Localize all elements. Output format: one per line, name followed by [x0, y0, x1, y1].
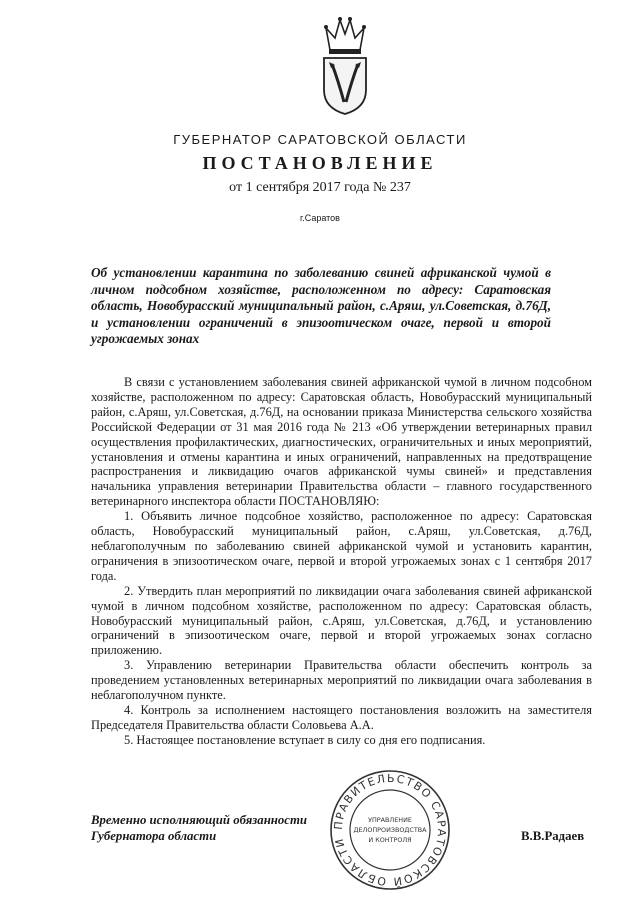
resolution-item-5: 5. Настоящее постановление вступает в силу со дня его подписания.: [124, 732, 486, 747]
document-type-title: ПОСТАНОВЛЕНИЕ: [202, 153, 438, 173]
stamp-inner-line-1: УПРАВЛЕНИЕ: [368, 816, 412, 824]
stamp-inner-line-2: ДЕЛОПРОИЗВОДСТВА: [353, 826, 427, 834]
document-subject: Об установлении карантина по заболеванию свиней африканской чумой в личном подсобном хозяйстве, расположенном по адресу: Саратовская область, Новобурасский муниципальный район, с.Аряш, ул.Советская, д.76Д, и установлении ограничений в эпизоотическом очаге, первой и второй угрожаемых зонах: [91, 265, 551, 346]
resolution-item-3: 3. Управлению ветеринарии Правительства области обеспечить контроль за проведением установленных ветеринарных мероприятий по ликвидации очага заболевания в неблагополучном пункте.: [91, 658, 592, 703]
document-body: [91, 375, 592, 748]
resolution-item-1: 1. Объявить личное подсобное хозяйство, расположенное по адресу: Саратовская область, Новобурасский муниципальный район, с.Аряш, ул.Советская, д.76Д, неблагополучным по заболеванию свиней африканской чумой и установить карантин, ограничения в эпизоотическом очаге, первой и второй угрожаемых зонах с 1 сентября 2017 года.: [91, 509, 592, 583]
issuing-authority: ГУБЕРНАТОР САРАТОВСКОЙ ОБЛАСТИ: [173, 132, 467, 147]
document-date-number: от 1 сентября 2017 года № 237: [229, 180, 411, 195]
signatory-position: [91, 812, 307, 844]
saratov-coat-of-arms-icon: [300, 10, 390, 115]
stamp-inner-line-3: И КОНТРОЛЯ: [368, 836, 412, 844]
resolution-item-4: 4. Контроль за исполнением настоящего постановления возложить на заместителя Председателя Правительства области Соловьева А.А.: [91, 702, 592, 732]
document-city: г.Саратов: [300, 213, 340, 223]
signatory-position-line-1: Временно исполняющий обязанности: [91, 813, 308, 827]
stamp-outer-text: ПРАВИТЕЛЬСТВО САРАТОВСКОЙ ОБЛАСТИ: [331, 771, 449, 889]
signatory-name: В.В.Радаев: [521, 829, 585, 843]
resolution-item-2: 2. Утвердить план мероприятий по ликвидации очага заболевания свиней африканской чумой в личном подсобном хозяйстве, расположенном по адресу: Саратовская область, Новобурасский муниципальный район, с.Аряш, ул.Советская, д.76Д, и установлению ограничений в эпизоотическом очаге, первой и второй угрожаемых зонах согласно приложению.: [91, 583, 592, 658]
signatory-position-line-2: Губернатора области: [91, 829, 217, 843]
official-stamp-icon: [328, 768, 452, 892]
preamble-paragraph: В связи с установлением заболевания свиней африканской чумой в личном подсобном хозяйстве, расположенном по адресу: Саратовская область, Новобурасский муниципальный район, с.Аряш, ул.Советская, д.76Д, на основании приказа Министерства сельского хозяйства Российской Федерации от 31 мая 2016 года № 213 «Об утверждении ветеринарных правил осуществления профилактических, диагностических, ограничительных и иных мероприятий, установления и отмены карантина и иных ограничений, направленных на предотвращение распространения и ликвидацию очагов африканской чумы свиней» и представления начальника управления ветеринарии Правительства области – главного государственного ветеринарного инспектора области ПОСТАНОВЛЯЮ:: [91, 375, 592, 509]
